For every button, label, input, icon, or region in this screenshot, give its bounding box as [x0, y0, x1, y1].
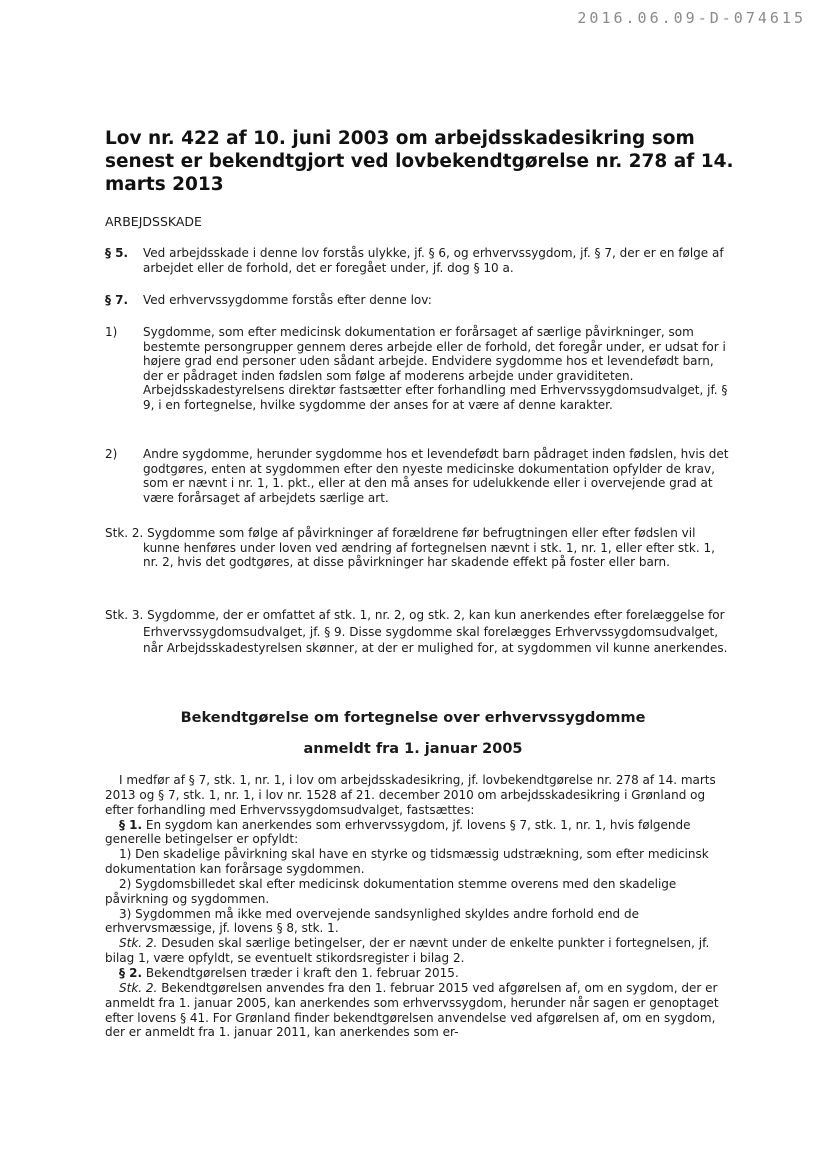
paragraph-7 [105, 293, 733, 308]
list-item-2 [105, 447, 733, 505]
section-1-mark: § 1. [119, 817, 143, 832]
section-2-stk-2-mark: Stk. 2. [119, 980, 158, 995]
decree-section-2 [105, 966, 730, 981]
condition-2: 2) Sygdomsbilledet skal efter medicinsk dokumentation stemme overens med den skadelige påvirkning og sygdommen. [105, 876, 677, 906]
condition-1: 1) Den skadelige påvirkning skal have en styrke og tidsmæssig udstrækning, som efter medicinsk dokumentation kan forårsage sygdommen. [105, 847, 709, 877]
paragraph-5-text: Ved arbejdsskade i denne lov forstås ulykke, jf. § 6, og erhvervssygdom, jf. § 7, der er en følge af arbejdet eller de forhold, det er foregået under, jf. dog § 10 a. [143, 246, 724, 275]
section-1-stk-2-text: Desuden skal særlige betingelser, der er nævnt under de enkelte punkter i fortegnelsen, jf. bilag 1, være opfyldt, se eventuelt stikordsregister i bilag 2. [105, 936, 710, 966]
document-stamp: 2016.06.09-D-074615 [577, 9, 806, 27]
section-2-stk-2-text: Bekendtgørelsen anvendes fra den 1. februar 2015 ved afgørelsen af, om en sygdom, der er anmeldt fra 1. januar 2005, kan anerkendes som erhvervssygdom, herunder når sagen er genoptaget efter lovens § 41. For Grønland finder bekendtgørelsen anvendelse ved afgørelsen af, om en sygdom, der er anmeldt fra 1. januar 2011, kan anerkendes som er- [105, 980, 719, 1040]
list-item-1-number: 1) [105, 325, 118, 339]
list-item-1 [105, 325, 733, 413]
section-2-text: Bekendtgørelsen træder i kraft den 1. februar 2015. [145, 965, 459, 980]
paragraph-5 [105, 246, 733, 275]
paragraph-7-mark: § 7. [105, 293, 129, 307]
list-item-2-text: Andre sygdomme, herunder sygdomme hos et levendefødt barn pådraget inden fødslen, hvis det godtgøres, enten at sygdommen efter den nyeste medicinske dokumentation opfylder de krav, som er nævnt i nr. 1, 1. pkt., eller at den må anses for udelukkende eller i overvejende grad at være forårsaget af arbejdets særlige art. [143, 447, 729, 505]
list-item-1-text: Sygdomme, som efter medicinsk dokumentation er forårsaget af særlige påvirkninger, som bestemte persongrupper gennem deres arbejde eller de forhold, det foregår under, er udsat for i højere grad end personer uden sådant arbejde. Endvidere sygdomme hos et levendefødt barn, der er pådraget inden fødslen som følge af moderens arbejde under graviditeten. Arbejdsskadestyrelsens direktør fastsætter efter forhandling med Erhvervssygdomsudvalget, jf. § 9, i en fortegnelse, hvilke sygdomme der anses for at være af denne karakter. [143, 325, 728, 412]
document-title: Lov nr. 422 af 10. juni 2003 om arbejdsskadesikring som senest er bekendtgjort ved lovbekendtgørelse nr. 278 af 14. marts 2013 [105, 128, 734, 195]
paragraph-5-mark: § 5. [105, 246, 129, 260]
stk-2-text: Stk. 2. Sygdomme som følge af påvirkninger af forældrene før befrugtningen eller efter fødslen vil kunne henføres under loven ved ændring af fortegnelsen nævnt i stk. 1, nr. 1, eller efter stk. 1, nr. 2, hvis det godtgøres, at disse påvirkninger har skadende effekt på foster eller barn. [105, 526, 715, 570]
decree-section-1 [105, 818, 730, 848]
paragraph-7-text: Ved erhvervssygdomme forstås efter denne lov: [143, 293, 432, 307]
list-item-2-number: 2) [105, 447, 118, 461]
decree-body [105, 773, 730, 1040]
decree-intro: I medfør af § 7, stk. 1, nr. 1, i lov om arbejdsskadesikring, jf. lovbekendtgørelse nr. 278 af 14. marts 2013 og § 7, stk. 1, nr. 1, i lov nr. 1528 af 21. december 2010 om arbejdsskadesikring i Grønland og efter forhandling med Erhvervssygdomsudvalget, fastsættes: [105, 773, 716, 817]
stk-3-text: Stk. 3. Sygdomme, der er omfattet af stk. 1, nr. 2, og stk. 2, kan kun anerkendes efter forelæggelse for Erhvervssygdomsudvalget, jf. § 9. Disse sygdomme skal forelægges Erhvervssygdomsudvalget, når Arbejdsskadestyrelsen skønner, at der er mulighed for, at sygdommen vil kunne anerkendes. [105, 608, 728, 655]
subheading-1: Bekendtgørelse om fortegnelse over erhvervssygdomme [180, 710, 646, 726]
stk-2 [105, 526, 733, 570]
section-1-stk-2 [105, 936, 730, 966]
section-label: ARBEJDSSKADE [105, 214, 202, 229]
subheading-2: anmeldt fra 1. januar 2005 [303, 741, 523, 757]
section-2-mark: § 2. [119, 965, 143, 980]
condition-3: 3) Sygdommen må ikke med overvejende sandsynlighed skyldes andre forhold end de erhvervsmæssige, jf. lovens § 8, stk. 1. [105, 906, 639, 936]
section-1-stk-2-mark: Stk. 2. [119, 936, 158, 951]
section-2-stk-2 [105, 981, 730, 1040]
stk-3 [105, 607, 733, 657]
section-1-text: En sygdom kan anerkendes som erhvervssygdom, jf. lovens § 7, stk. 1, nr. 1, hvis følgende generelle betingelser er opfyldt: [105, 817, 691, 847]
